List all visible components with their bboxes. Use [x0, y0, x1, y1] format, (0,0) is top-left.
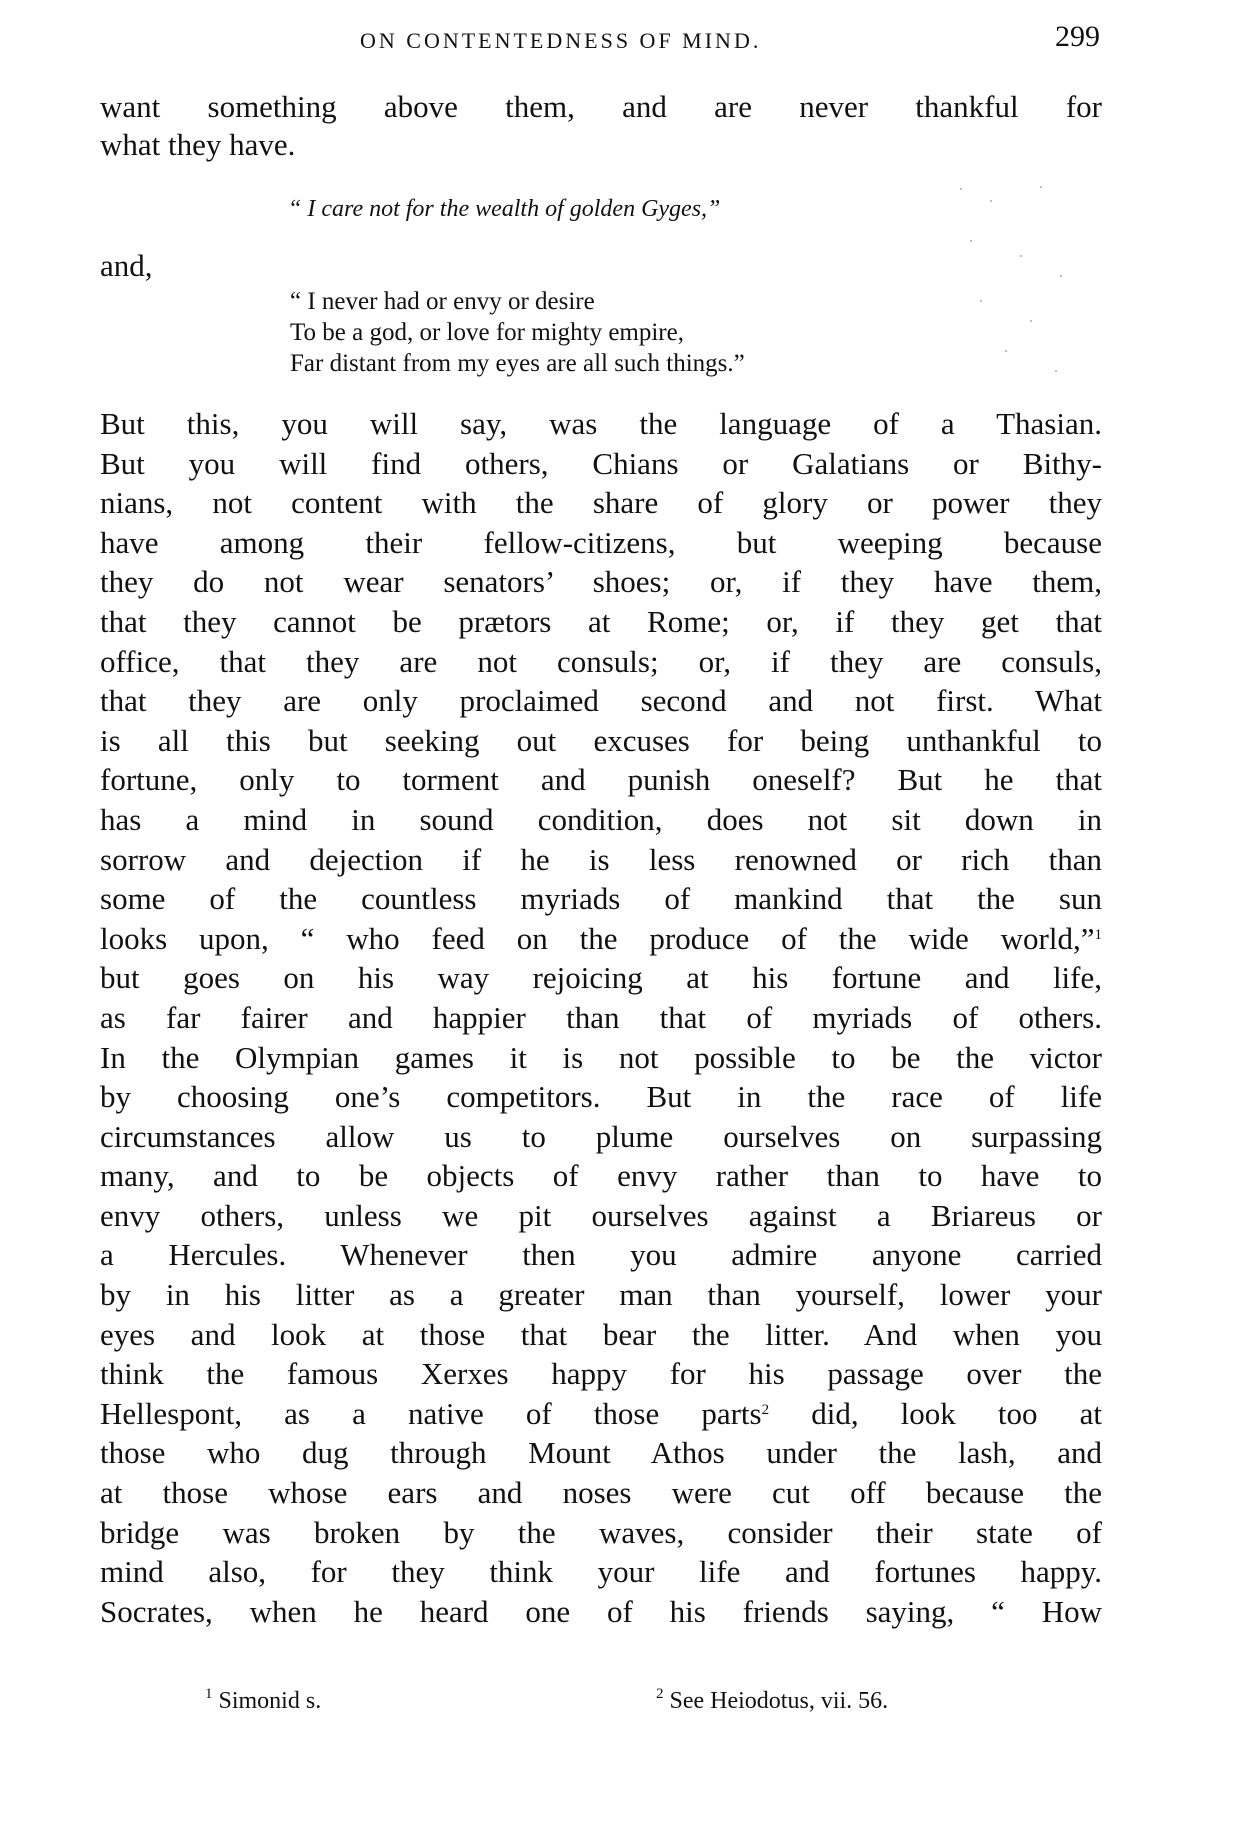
text-line: those who dug through Mount Athos under the lash, and: [100, 1435, 1102, 1471]
footnotes: [0, 1688, 1239, 1728]
text-line: has a mind in sound condition, does not sit down in: [100, 801, 1102, 837]
text-line: at those whose ears and noses were cut off because the: [100, 1475, 1102, 1511]
footnote-number: 2: [656, 1686, 664, 1702]
text-line: but goes on his way rejoicing at his fortune and life,: [100, 960, 1102, 996]
footnote-marker: 2: [761, 1401, 770, 1418]
footnote-1: [205, 1688, 321, 1715]
text-fragment: did, look too at: [769, 1395, 1103, 1431]
footnote-number: 1: [205, 1686, 213, 1702]
footnote-marker: 1: [1094, 926, 1102, 943]
verse-line: To be a god, or love for mighty empire,: [290, 319, 684, 346]
text-line: is all this but seeking out excuses for being unthankful to: [100, 722, 1102, 758]
lead-paragraph: [100, 88, 1102, 164]
text-line: many, and to be objects of envy rather than to have to: [100, 1158, 1102, 1194]
text-line: eyes and look at those that bear the litter. And when you: [100, 1316, 1102, 1352]
footnote-2: [656, 1688, 888, 1715]
text-line: want something above them, and are never thankful for: [100, 89, 1102, 124]
speck: [1055, 370, 1057, 372]
speck: [1030, 320, 1032, 322]
speck: [1005, 350, 1007, 352]
text-line: as far fairer and happier than that of myriads of others.: [100, 999, 1102, 1035]
text-line: envy others, unless we pit ourselves against a Briareus or: [100, 1197, 1102, 1233]
text-line: sorrow and dejection if he is less renowned or rich than: [100, 841, 1102, 877]
text-line: some of the countless myriads of mankind that the sun: [100, 881, 1102, 917]
text-line: think the famous Xerxes happy for his passage over the: [100, 1356, 1102, 1392]
text-line: fortune, only to torment and punish oneself? But he that: [100, 762, 1102, 798]
footnote-text: Simonid s.: [218, 1688, 322, 1714]
text-fragment: looks upon, “ who feed on the produce of the wide world,”: [100, 920, 1095, 956]
text-line: circumstances allow us to plume ourselves on surpassing: [100, 1118, 1102, 1154]
text-line: nians, not content with the share of glory or power they: [100, 485, 1102, 521]
text-line: mind also, for they think your life and fortunes happy.: [100, 1554, 1102, 1590]
text-line: office, that they are not consuls; or, if they are consuls,: [100, 643, 1102, 679]
text-line: by choosing one’s competitors. But in the race of life: [100, 1079, 1102, 1115]
speck: [990, 200, 992, 202]
verse-quotation: [290, 286, 745, 379]
connector-and: and,: [100, 248, 153, 283]
text-line: that they cannot be prætors at Rome; or, if they get that: [100, 603, 1102, 639]
text-line: they do not wear senators’ shoes; or, if they have them,: [100, 564, 1102, 600]
verse-line: “ I never had or envy or desire: [290, 288, 595, 315]
speck: [980, 300, 982, 302]
text-line-with-footnote: [100, 1394, 1102, 1434]
text-line: But you will find others, Chians or Galatians or Bithy-: [100, 445, 1102, 481]
paper-specks: [950, 180, 1080, 400]
page-number: 299: [1055, 20, 1100, 53]
text-line: a Hercules. Whenever then you admire anyone carried: [100, 1237, 1102, 1273]
speck: [960, 188, 962, 190]
speck: [1060, 275, 1062, 277]
text-line: what they have.: [100, 127, 296, 162]
main-paragraph: [100, 404, 1102, 1631]
text-line: have among their fellow-citizens, but weeping because: [100, 524, 1102, 560]
text-line-with-footnote: [100, 919, 1102, 959]
text-fragment: Hellespont, as a native of those parts: [100, 1395, 762, 1431]
text-line: In the Olympian games it is not possible to be the victor: [100, 1039, 1102, 1075]
verse-line: Far distant from my eyes are all such things.”: [290, 350, 745, 377]
text-line: by in his litter as a greater man than yourself, lower your: [100, 1277, 1102, 1313]
running-title: ON CONTENTEDNESS OF MIND.: [360, 28, 762, 53]
text-line: that they are only proclaimed second and not first. What: [100, 683, 1102, 719]
speck: [1020, 255, 1022, 257]
running-head: [100, 20, 1100, 60]
text-line: Socrates, when he heard one of his friends saying, “ How: [100, 1593, 1102, 1629]
speck: [1040, 186, 1042, 188]
text-line: But this, you will say, was the language of a Thasian.: [100, 406, 1102, 441]
speck: [970, 240, 972, 242]
quotation-gyges: “ I care not for the wealth of golden Gyges,”: [288, 196, 721, 222]
text-line: bridge was broken by the waves, consider their state of: [100, 1514, 1102, 1550]
footnote-text: See Heiodotus, vii. 56.: [669, 1688, 889, 1714]
